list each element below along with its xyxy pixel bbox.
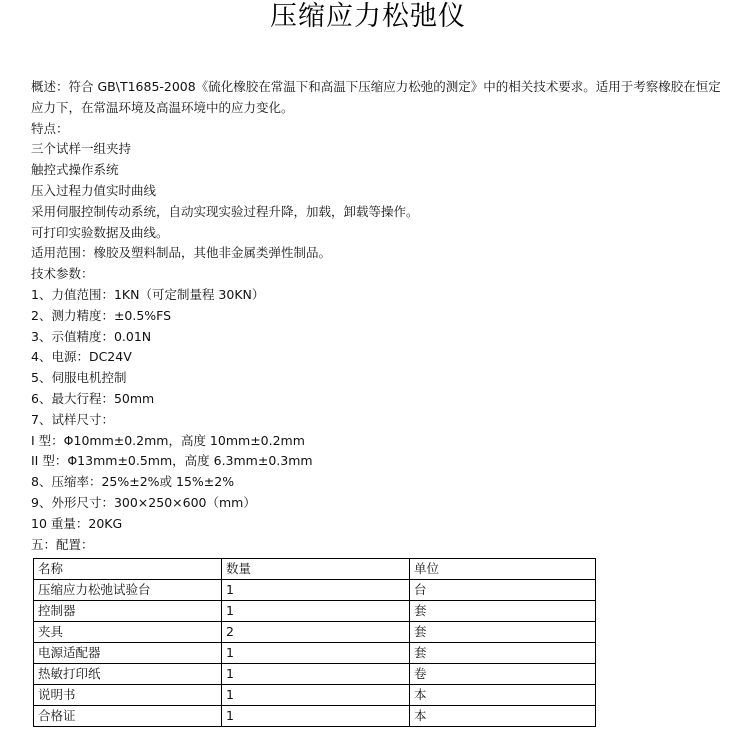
table-cell: 套 <box>410 643 596 664</box>
feature-item: 压入过程力值实时曲线 <box>31 182 157 198</box>
table-row <box>34 706 596 727</box>
param-item: 4、电源：DC24V <box>31 349 132 365</box>
table-row <box>34 601 596 622</box>
feature-item: 三个试样一组夹持 <box>31 141 132 157</box>
table-row <box>34 580 596 601</box>
param-item: 5、伺服电机控制 <box>31 370 127 386</box>
table-header-row <box>34 559 596 580</box>
feature-item: 可打印实验数据及曲线。 <box>31 224 169 240</box>
table-cell: 控制器 <box>34 601 222 622</box>
table-row <box>34 664 596 685</box>
table-cell: 1 <box>222 601 410 622</box>
feature-item: 采用伺服控制传动系统，自动实现实验过程升降，加载，卸载等操作。 <box>31 203 419 219</box>
table-cell: 热敏打印纸 <box>34 664 222 685</box>
param-item: 8、压缩率：25%±2%或 15%±2% <box>31 474 235 490</box>
table-row <box>34 622 596 643</box>
intro-paragraph: 概述：符合 GB\T1685-2008《硫化橡胶在常温下和高温下压缩应力松弛的测定》中的相关技术要求。适用于考察橡胶在恒定应力下，在常温环境及高温环境中的应力变化。 <box>31 79 721 115</box>
table-cell: 套 <box>410 601 596 622</box>
config-table <box>33 558 596 727</box>
scope-line: 适用范围：橡胶及塑料制品，其他非金属类弹性制品。 <box>31 245 332 261</box>
table-cell: 1 <box>222 664 410 685</box>
table-cell: 1 <box>222 580 410 601</box>
table-cell: 套 <box>410 622 596 643</box>
param-item: 9、外形尺寸：300×250×600（mm） <box>31 494 256 510</box>
config-heading: 五：配置： <box>31 536 94 552</box>
table-cell: 本 <box>410 706 596 727</box>
table-row <box>34 643 596 664</box>
table-cell: 夹具 <box>34 622 222 643</box>
param-item: 7、试样尺寸： <box>31 411 114 427</box>
param-item: 6、最大行程：50mm <box>31 390 155 406</box>
table-cell: 本 <box>410 685 596 706</box>
table-cell: 电源适配器 <box>34 643 222 664</box>
table-header-cell: 数量 <box>222 559 410 580</box>
feature-item: 触控式操作系统 <box>31 162 119 178</box>
table-header-cell: 名称 <box>34 559 222 580</box>
table-cell: 1 <box>222 706 410 727</box>
param-item: 3、示值精度：0.01N <box>31 328 152 344</box>
table-cell: 1 <box>222 685 410 706</box>
table-cell: 压缩应力松弛试验台 <box>34 580 222 601</box>
param-item: II 型：Φ13mm±0.5mm，高度 6.3mm±0.3mm <box>31 453 313 469</box>
param-item: I 型：Φ10mm±0.2mm，高度 10mm±0.2mm <box>31 432 305 448</box>
table-cell: 合格证 <box>34 706 222 727</box>
param-item: 2、测力精度：±0.5%FS <box>31 307 172 323</box>
params-heading: 技术参数： <box>31 266 94 282</box>
page-title: 压缩应力松弛仪 <box>270 1 466 32</box>
table-cell: 台 <box>410 580 596 601</box>
table-row <box>34 685 596 706</box>
param-item: 10 重量：20KG <box>31 515 123 531</box>
document-body <box>31 77 731 555</box>
table-cell: 说明书 <box>34 685 222 706</box>
table-cell: 卷 <box>410 664 596 685</box>
table-cell: 1 <box>222 643 410 664</box>
table-cell: 2 <box>222 622 410 643</box>
features-heading: 特点： <box>31 120 69 136</box>
table-header-cell: 单位 <box>410 559 596 580</box>
param-item: 1、力值范围：1KN（可定制量程 30KN） <box>31 286 265 302</box>
